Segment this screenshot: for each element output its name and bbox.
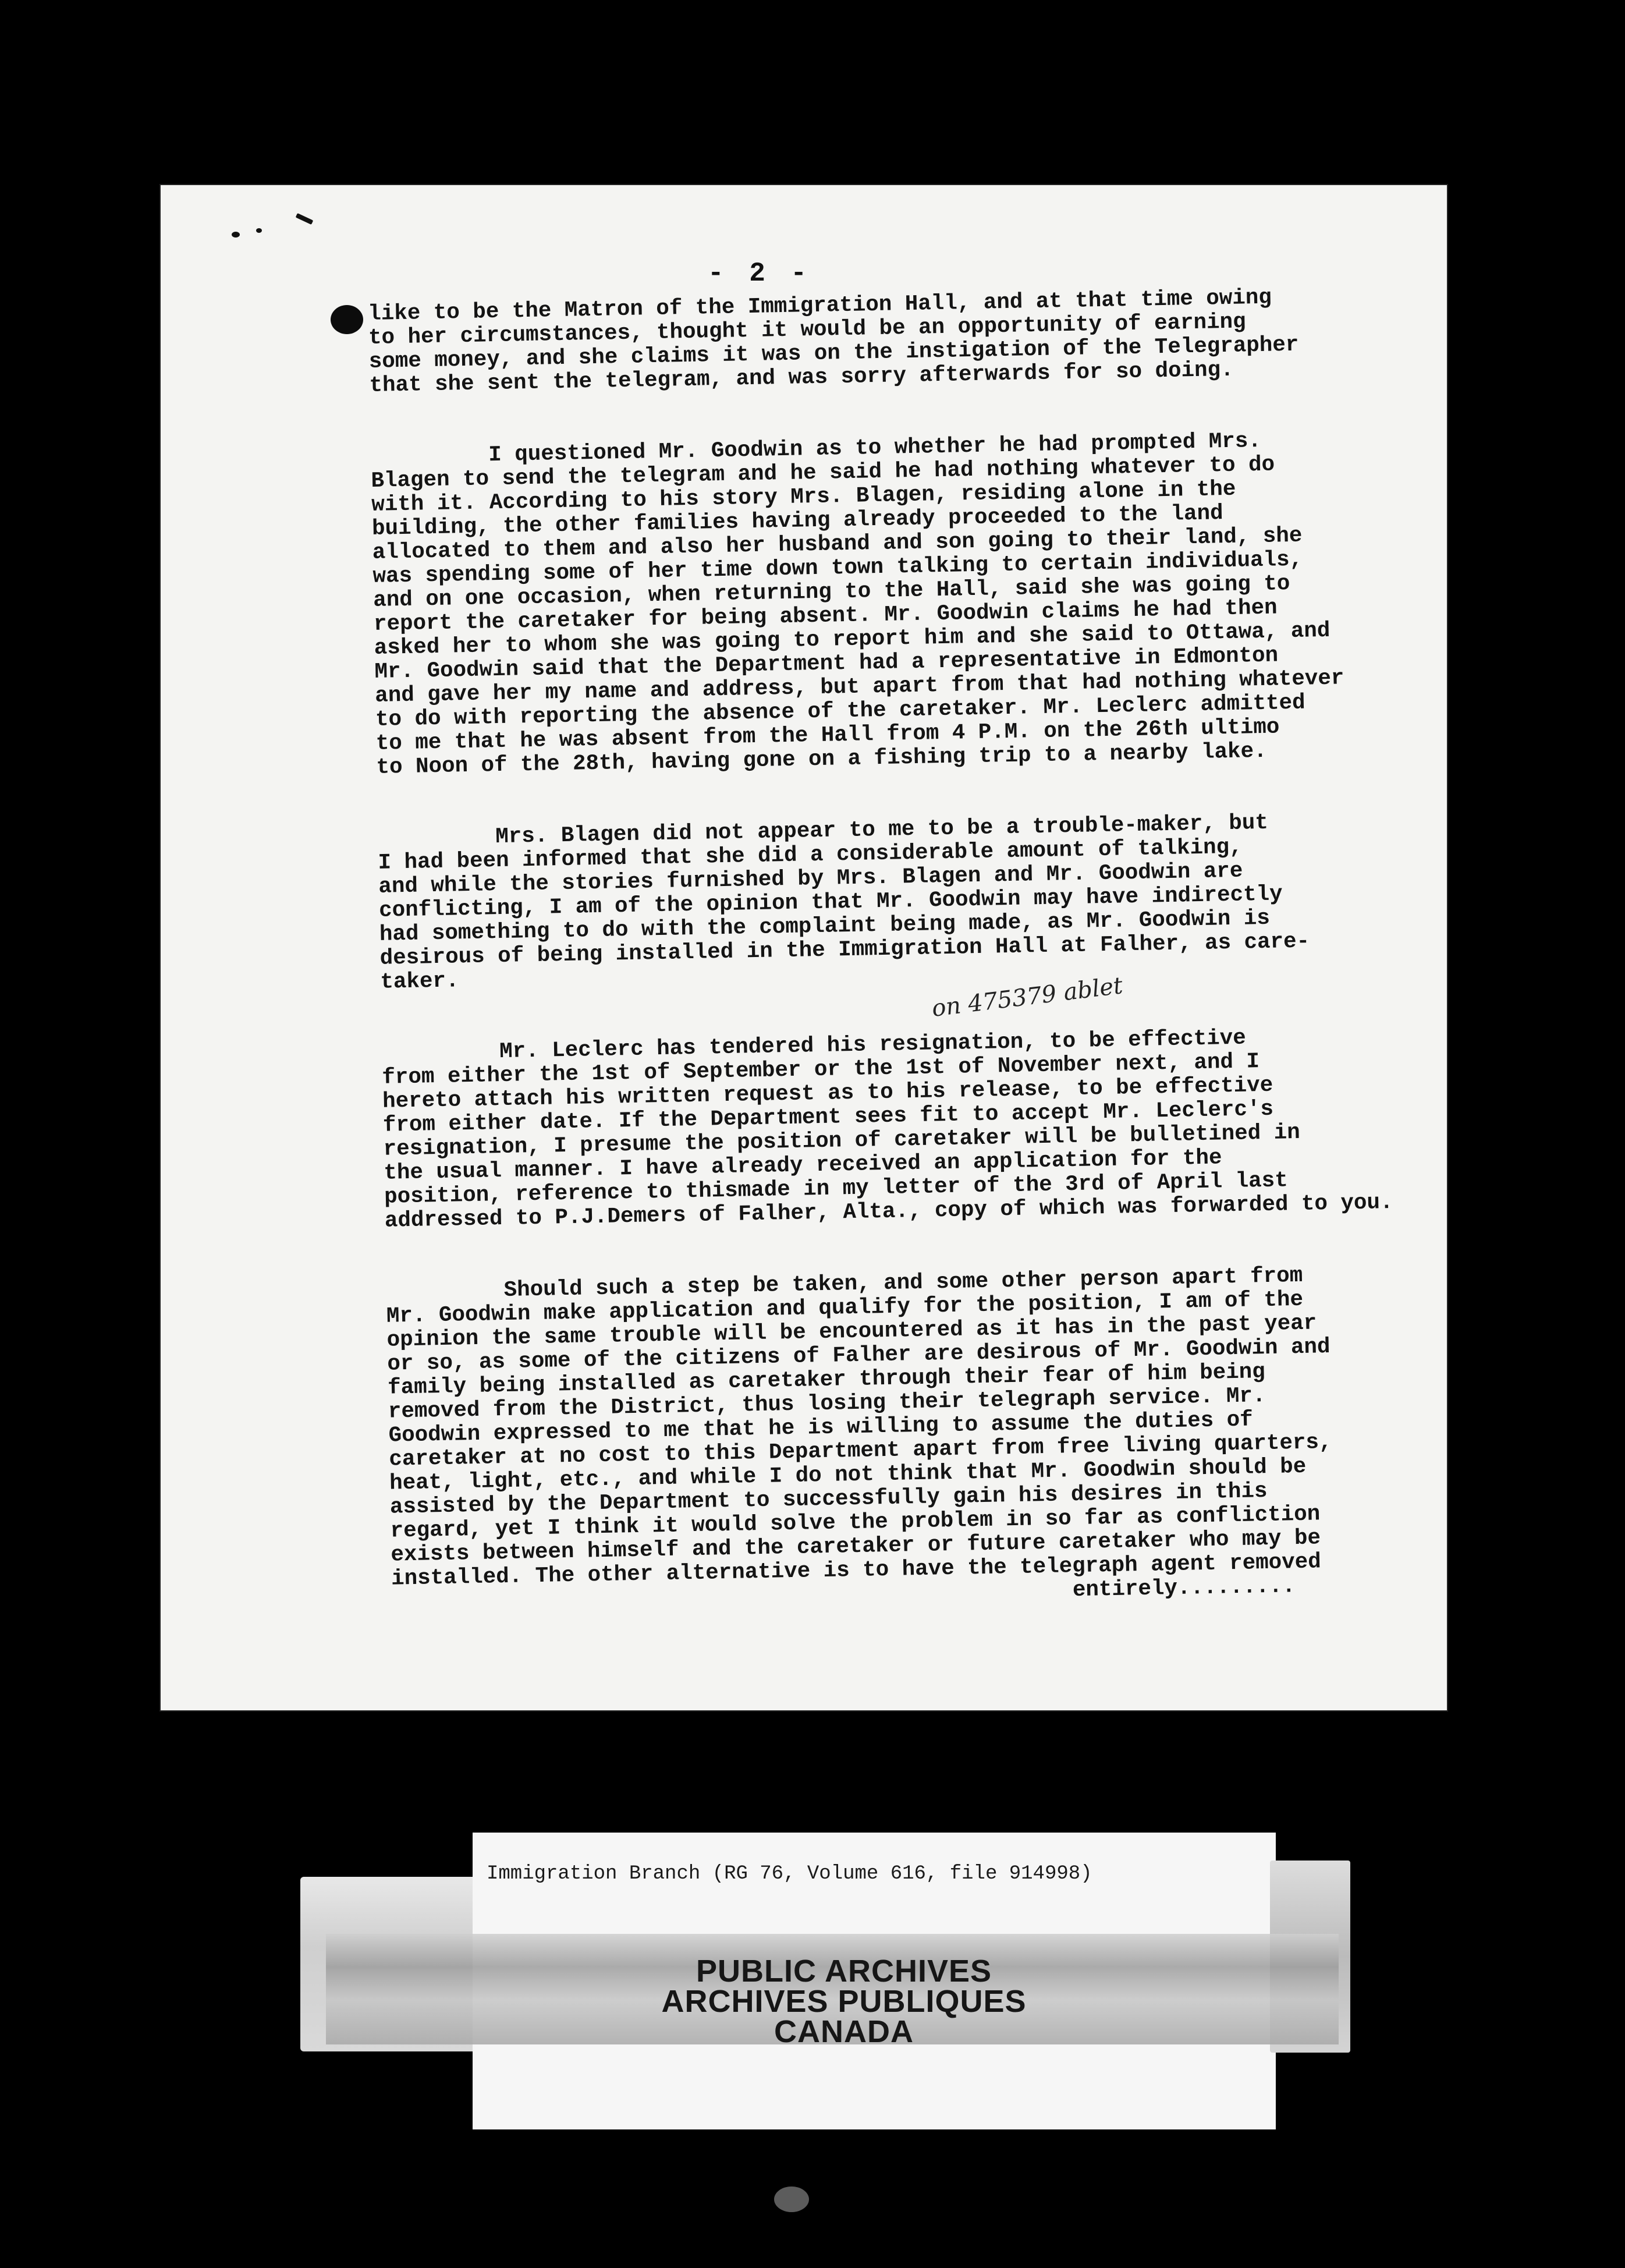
archive-stamp [640, 1956, 1048, 2047]
stamp-line-1: PUBLIC ARCHIVES [696, 1954, 992, 1989]
paragraph-4: Mr. Leclerc has tendered his resignation, to be effective from either the 1st of September or the 1st of November next, and I hereto attach his written request as to his release, to be effective from either date. If the Department sees fit to accept Mr. Leclerc's resignation, I presume the position of caretaker will be bulletined in the usual manner. I have already received an application for the position, reference to thismade in my letter of the 3rd of April last addressed to P.J.Demers of Falher, Alta., copy of which was forwarded to you. [381, 1026, 1393, 1234]
paragraph-2: I questioned Mr. Goodwin as to whether he had prompted Mrs. Blagen to send the telegram and he said he had nothing whatever to do with it. According to his story Mrs. Blagen, residing alone in the building, the other families having already proceeded to the land allocated to them and also her husband and son going to their land, she was spending some of her time down town talking to certain individuals, and on one occasion, when returning to the Hall, said she was going to report the caretaker for being absent. Mr. Goodwin claims he had then asked her to whom she was going to report him and she said to Ottawa, and Mr. Goodwin said that the Department had a representative in Edmonton and gave her my name and address, but apart from that had nothing whatever to do with reporting the absence of the caretaker. Mr. Leclerc admitted to me that he was absent from the Hall from 4 P.M. on the 26th ultimo to Noon of the 28th, having gone on a fishing trip to a nearby lake. [370, 428, 1344, 780]
archive-reference: Immigration Branch (RG 76, Volume 616, file 914998) [487, 1863, 1092, 1885]
paragraph-3: Mrs. Blagen did not appear to me to be a trouble-maker, but I had been informed that she did a considerable amount of talking, and while the stories furnished by Mrs. Blagen and Mr. Goodwin are conflicting, I am of the opinion that Mr. Goodwin may have indirectly had something to do with the complaint being made, as Mr. Goodwin is desirous of being installed in the Immigration Hall at Falher, as care- taker. [377, 810, 1310, 995]
stamp-line-2: ARCHIVES PUBLIQUES [661, 1984, 1027, 2019]
stamp-line-3: CANADA [774, 2014, 914, 2049]
page-number: - 2 - [708, 258, 812, 289]
paragraph-5: Should such a step be taken, and some other person apart from Mr. Goodwin make application and qualify for the position, I am of the opinion the same trouble will be encountered as it has in the past year or so, as some of the citizens of Falher are desirous of Mr. Goodwin and family being installed as caretaker through their fear of him being removed from the District, thus losing their telegraph service. Mr. Goodwin expressed to me that he is willing to assume the duties of caretaker at no cost to this Department apart from free living quarters, heat, light, etc., and while I do not think that Mr. Goodwin should be assisted by the Department to successfully gain his desires in this regard, yet I think it would solve the problem in so far as confliction exists between himself and the caretaker or future caretaker who may be installed. The other alternative is to have the telegraph agent removed entirely......... [385, 1263, 1332, 1615]
paragraph-1: like to be the Matron of the Immigration Hall, and at that time owing to her circumstances, thought it would be an opportunity of earning some money, and she claims it was on the instigation of the Telegrapher that she sent the telegram, and was sorry afterwards for so doing. [367, 285, 1299, 398]
letter-body [368, 284, 1451, 1615]
ink-speck [232, 232, 240, 238]
film-speck [774, 2187, 809, 2212]
ink-blot [331, 305, 363, 334]
handwritten-note: on 475379 ablet [930, 972, 1124, 1022]
ink-speck [256, 228, 262, 233]
